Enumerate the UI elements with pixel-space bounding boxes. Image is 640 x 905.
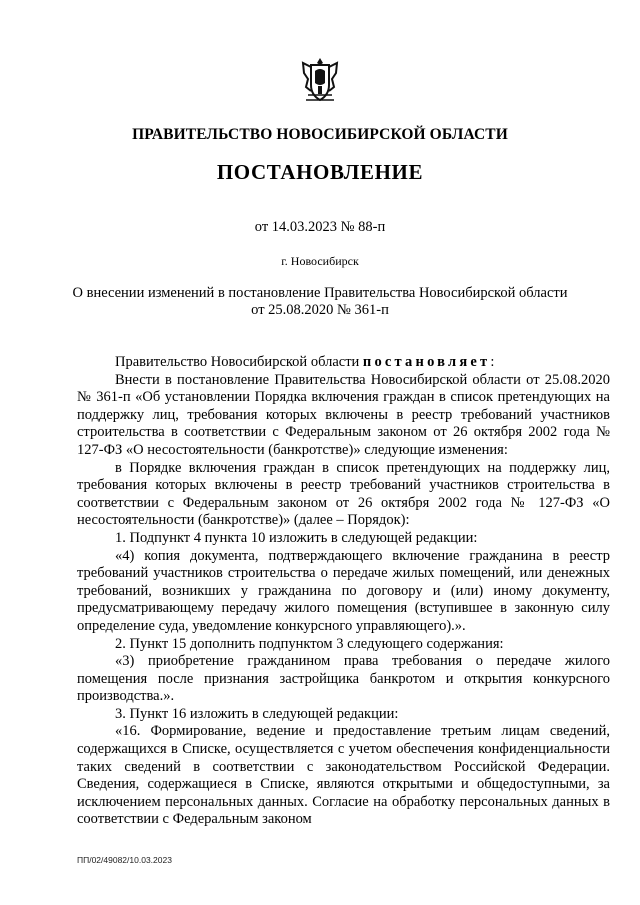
document-type-title: ПОСТАНОВЛЕНИЕ bbox=[216, 160, 424, 184]
document-footer-code: ПП/02/49082/10.03.2023 bbox=[77, 855, 172, 865]
body-paragraph-7: 3. Пункт 16 изложить в следующей редакции: bbox=[115, 705, 399, 722]
document-body bbox=[77, 354, 610, 829]
intro-text: Правительство Новосибирской области bbox=[115, 354, 363, 370]
body-paragraph-2: в Порядке включения граждан в список претендующих на поддержку лиц, требования которых включены в реестр требований участников строительства в соответствии с Федеральным законом от 26 октября 2002 года № 127-ФЗ «О несостоятельности (банкротстве)» (далее – Порядок): bbox=[77, 459, 610, 529]
body-paragraph-4: «4) копия документа, подтверждающего включение гражданина в реестр требований участников строительства о передаче жилых помещений, или денежных требований, возникших у гражданина по договору и (или) иному документу, предусматривающему передачу жилого помещения (вступившее в законную силу определение суда, уведомление конкурсного управляющего).». bbox=[77, 547, 610, 634]
document-city: г. Новосибирск bbox=[281, 254, 359, 268]
body-paragraph-3: 1. Подпункт 4 пункта 10 изложить в следующей редакции: bbox=[115, 529, 478, 546]
body-paragraph-1: Внести в постановление Правительства Новосибирской области от 25.08.2020 № 361-п «Об установлении Порядка включения граждан в список претендующих на поддержку лиц, требования которых включены в реестр требований участников строительства в соответствии с Федеральным законом от 26 октября 2002 года № 127-ФЗ «О несостоятельности (банкротстве)» следующие изменения: bbox=[77, 371, 610, 458]
body-paragraph-8: «16. Формирование, ведение и предоставление третьим лицам сведений, содержащихся в Списке, осуществляется с учетом обеспечения конфиденциальности таких сведений в соответствии с законодательством Российской Федерации. Сведения, содержащиеся в Списке, являются открытыми и общедоступными, за исключением персональных данных. Согласие на обработку персональных данных в соответствии с Федеральным законом bbox=[77, 723, 610, 828]
intro-paragraph bbox=[77, 354, 610, 372]
intro-colon: : bbox=[490, 354, 495, 370]
government-name: ПРАВИТЕЛЬСТВО НОВОСИБИРСКОЙ ОБЛАСТИ bbox=[132, 126, 508, 143]
document-date-number: от 14.03.2023 № 88-п bbox=[254, 219, 386, 235]
document-subject bbox=[0, 285, 640, 319]
subject-line-1: О внесении изменений в постановление Правительства Новосибирской области bbox=[72, 285, 568, 301]
body-paragraph-6: «3) приобретение гражданином права требования о передаче жилого помещения после признания застройщика банкротом и открытия конкурсного производства.». bbox=[77, 653, 610, 705]
body-paragraph-5: 2. Пункт 15 дополнить подпунктом 3 следующего содержания: bbox=[115, 635, 504, 652]
coat-of-arms-icon bbox=[300, 57, 340, 103]
subject-line-2: от 25.08.2020 № 361-п bbox=[251, 302, 389, 318]
resolves-word: постановляет bbox=[362, 354, 491, 370]
